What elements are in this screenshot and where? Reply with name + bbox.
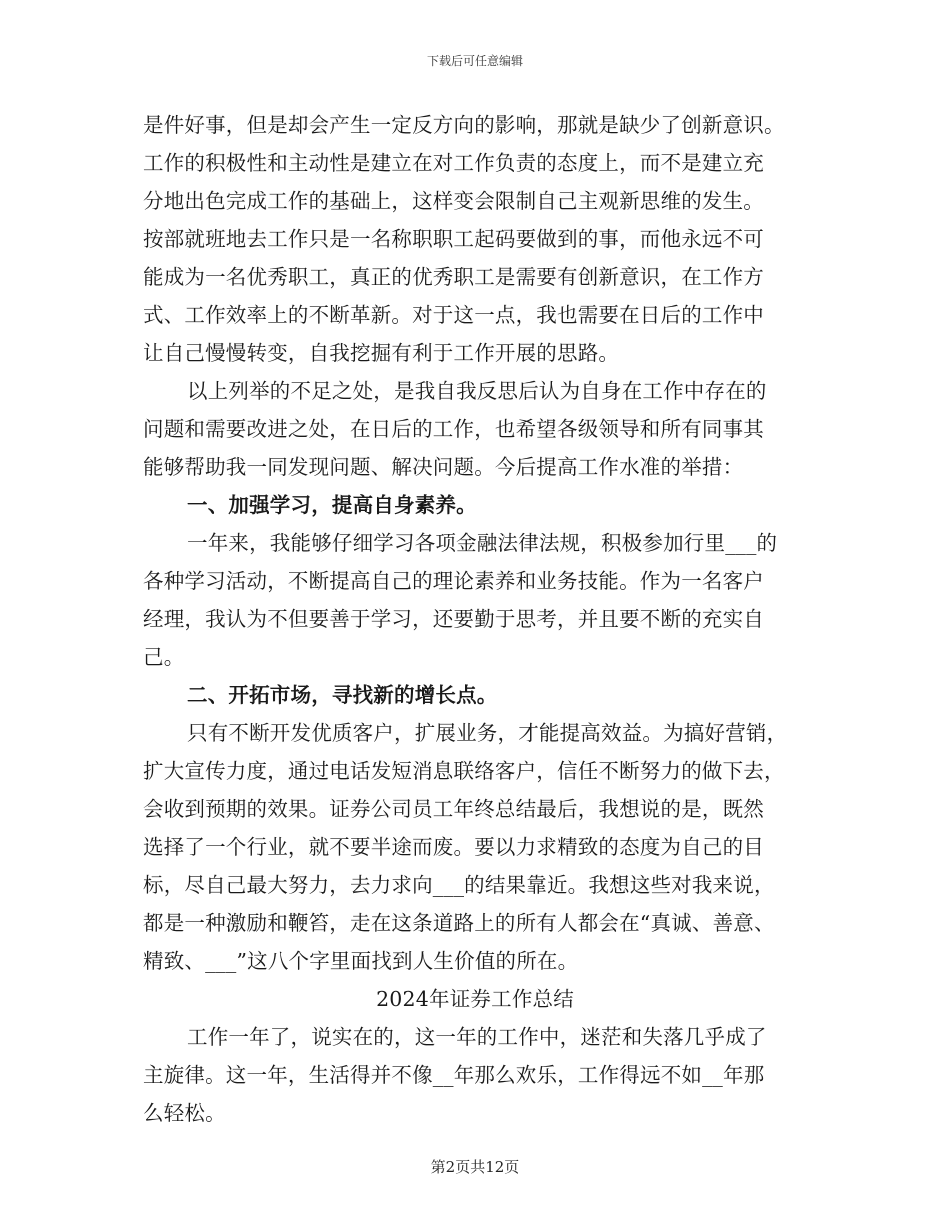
body-line: 问题和需要改进之处，在日后的工作，也希望各级领导和所有同事其 [143,417,764,441]
body-line: 会收到预期的效果。证券公司员工年终总结最后，我想说的是，既然 [143,797,764,821]
body-line: 能成为一名优秀职工，真正的优秀职工是需要有创新意识，在工作方 [143,265,764,289]
body-line: 主旋律。这一年，生活得并不像__年那么欢乐，工作得远不如__年那 [143,1063,765,1087]
body-line: 各种学习活动，不断提高自己的理论素养和业务技能。作为一名客户 [143,569,764,593]
body-line: 标，尽自己最大努力，去力求向___的结果靠近。我想这些对我来说， [143,873,775,897]
page-number: 第2页共12页 [430,1158,520,1176]
body-line: 让自己慢慢转变，自我挖掘有利于工作开展的思路。 [143,341,620,365]
section-heading: 一、加强学习，提高自身素养。 [187,493,477,517]
page-header: 下载后可任意编辑 [426,54,523,68]
body-line: 是件好事，但是却会产生一定反方向的影响，那就是缺少了创新意识。 [143,113,785,137]
body-line: 精致、___”这八个字里面找到人生价值的所在。 [143,949,579,973]
body-line: 式、工作效率上的不断革新。对于这一点，我也需要在日后的工作中 [143,303,764,327]
body-line: 工作的积极性和主动性是建立在对工作负责的态度上，而不是建立充 [143,151,764,175]
document-title: 2024年证券工作总结 [376,987,574,1011]
body-line: 都是一种激励和鞭笞，走在这条道路上的所有人都会在“真诚、善意、 [143,911,775,935]
body-line: 分地出色完成工作的基础上，这样变会限制自己主观新思维的发生。 [143,189,764,213]
document-body [143,106,807,1132]
body-line: 只有不断开发优质客户，扩展业务，才能提高效益。为搞好营销， [187,721,788,745]
body-line: 么轻松。 [143,1101,226,1125]
body-line: 工作一年了，说实在的，这一年的工作中，迷茫和失落几乎成了 [187,1025,767,1049]
body-line: 以上列举的不足之处，是我自我反思后认为自身在工作中存在的 [187,379,767,403]
body-line: 己。 [143,645,185,669]
body-line: 扩大宣传力度，通过电话发短消息联络客户，信任不断努力的做下去， [143,759,785,783]
body-line: 选择了一个行业，就不要半途而废。要以力求精致的态度为自己的目 [143,835,764,859]
body-line: 按部就班地去工作只是一名称职职工起码要做到的事，而他永远不可 [143,227,764,251]
body-line: 一年来，我能够仔细学习各项金融法律法规，积极参加行里___的 [187,531,778,555]
body-line: 经理，我认为不但要善于学习，还要勤于思考，并且要不断的充实自 [143,607,764,631]
section-heading: 二、开拓市场，寻找新的增长点。 [187,683,498,707]
body-line: 能够帮助我一同发现问题、解决问题。今后提高工作水准的举措： [143,455,744,479]
